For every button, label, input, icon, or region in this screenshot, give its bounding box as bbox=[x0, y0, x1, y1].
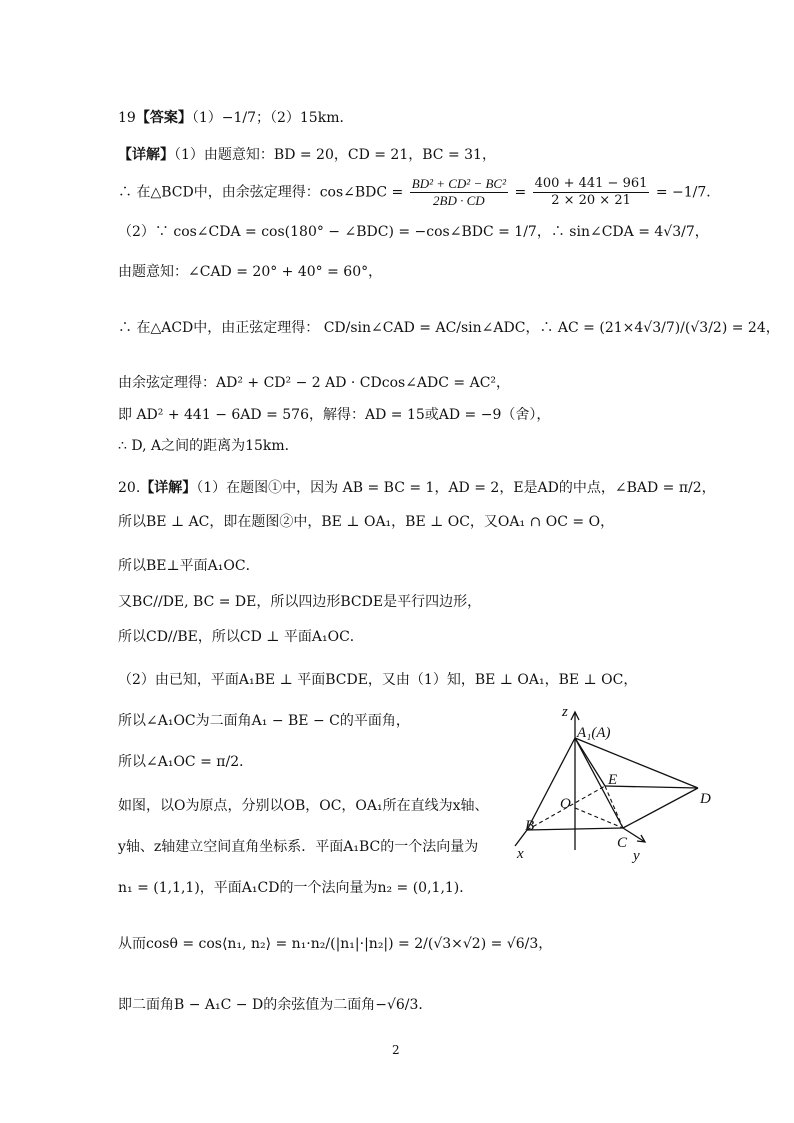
coordinate-figure bbox=[505, 700, 735, 865]
q20-number: 20. bbox=[118, 480, 141, 496]
edge-A-B bbox=[527, 738, 575, 830]
edge-O-C-dashed bbox=[575, 808, 623, 828]
page-number: 2 bbox=[392, 1043, 400, 1057]
q20-detail-tag: 【详解】 bbox=[140, 480, 197, 496]
label-x: x bbox=[517, 846, 524, 862]
q19-line2-pre: ∴ 在△BCD中，由余弦定理得：cos∠BDC = bbox=[118, 184, 404, 201]
q19-number: 19 bbox=[118, 110, 136, 126]
q19-line1: （1）由题意知：BD = 20，CD = 21，BC = 31， bbox=[174, 147, 496, 163]
label-y: y bbox=[633, 848, 640, 864]
q19-answer-line bbox=[118, 108, 353, 128]
q19-line5-pre: ∴ 在△ACD中，由正弦定理得： bbox=[118, 320, 320, 336]
q19-line2: ∴ 在△BCD中，由余弦定理得：cos∠BDC = $\frac{\text{BD² + CD² − BC²}}{2BD \cdot CD}$ = $\frac{400 + 441 - 961}{2 \times 20 \times 21}$ = −1/7． bbox=[118, 176, 721, 208]
q19-frac-values bbox=[533, 176, 650, 209]
label-C: C bbox=[617, 835, 628, 851]
q19-frac-den: 2BD · CD bbox=[433, 193, 485, 208]
q20-p2-line8: 即二面角B − A₁C − D的余弦值为二面角−√6/3． bbox=[118, 997, 433, 1013]
edge-A-E bbox=[575, 738, 605, 786]
y-axis-arrow bbox=[637, 835, 645, 842]
q20-p1-line4: 又BC//DE, BC = DE，所以四边形BCDE是平行四边形， bbox=[118, 594, 482, 610]
q19-line6: 由余弦定理得：AD² + CD² − 2 AD · CDcos∠ADC = AC²， bbox=[118, 375, 511, 391]
label-D: D bbox=[700, 791, 711, 807]
q20-p2-line5: y轴、z轴建立空间直角坐标系．平面A₁BC的一个法向量为 bbox=[118, 839, 479, 855]
label-O: O bbox=[560, 796, 571, 812]
q20-p2-line7: 从而cosθ = cos⟨n₁, n₂⟩ = n₁·n₂/(|n₁|·|n₂|) = 2/(√3×√2) = √6/3， bbox=[118, 936, 553, 952]
q19-detail-line1 bbox=[118, 145, 496, 165]
label-A: A₁(A) bbox=[577, 725, 611, 741]
q19-line5-eq: CD/sin∠CAD = AC/sin∠ADC，∴ AC = (21×4√3/7)/(√3/2) = 24， bbox=[323, 320, 780, 336]
edge-A-D bbox=[575, 738, 698, 788]
q19-answer-text: （1）−1/7；（2）15km． bbox=[191, 110, 354, 126]
q19-detail-tag: 【详解】 bbox=[118, 147, 174, 163]
label-E: E bbox=[608, 772, 618, 788]
q19-line4: 由题意知：∠CAD = 20° + 40° = 60°， bbox=[118, 264, 383, 280]
q19-line5 bbox=[118, 318, 780, 338]
q20-p1-line1: （1）在题图①中，因为 AB = BC = 1，AD = 2，E是AD的中点，∠BAD = π/2， bbox=[196, 480, 716, 496]
label-z: z bbox=[562, 704, 568, 720]
q19-line2-end: = −1/7． bbox=[655, 184, 721, 201]
label-B: B bbox=[525, 818, 535, 834]
edge-E-D bbox=[605, 786, 698, 788]
q20-line1 bbox=[118, 478, 716, 498]
q20-p2-line2: 所以∠A₁OC为二面角A₁ − BE − C的平面角， bbox=[118, 713, 410, 729]
q19-line8: ∴ D, A之间的距离为15km． bbox=[118, 438, 299, 454]
q19-line3: （2）∵ cos∠CDA = cos(180° − ∠BDC) = −cos∠BDC = 1/7，∴ sin∠CDA = 4√3/7， bbox=[118, 224, 709, 240]
q19-frac-values-den: 2 × 20 × 21 bbox=[551, 193, 631, 208]
edge-C-D bbox=[623, 788, 698, 828]
q19-answer-tag: 【答案】 bbox=[135, 110, 192, 126]
q19-frac-values-num: 400 + 441 − 961 bbox=[534, 176, 648, 191]
q20-p2-line3: 所以∠A₁OC = π/2． bbox=[118, 754, 254, 770]
q20-p2-line1: （2）由已知，平面A₁BE ⊥ 平面BCDE，又由（1）知，BE ⊥ OA₁，BE ⊥ OC， bbox=[118, 672, 638, 688]
q19-frac-cosine-law bbox=[410, 176, 508, 209]
q20-p1-line3: 所以BE⊥平面A₁OC． bbox=[118, 558, 260, 574]
q19-frac-num: BD² + CD² − BC² bbox=[411, 176, 506, 191]
q20-p2-line4: 如图，以O为原点，分别以OB，OC，OA₁所在直线为x轴、 bbox=[118, 798, 489, 814]
q20-p1-line2: 所以BE ⊥ AC，即在题图②中，BE ⊥ OA₁，BE ⊥ OC，又OA₁ ∩ OC = O， bbox=[118, 514, 615, 530]
q19-line7: 即 AD² + 441 − 6AD = 576，解得：AD = 15或AD = −9（舍）， bbox=[118, 407, 551, 423]
q20-p2-line6: n₁ = (1,1,1)，平面A₁CD的一个法向量为n₂ = (0,1,1)． bbox=[118, 880, 474, 896]
q20-p1-line5: 所以CD//BE，所以CD ⊥ 平面A₁OC． bbox=[118, 629, 364, 645]
